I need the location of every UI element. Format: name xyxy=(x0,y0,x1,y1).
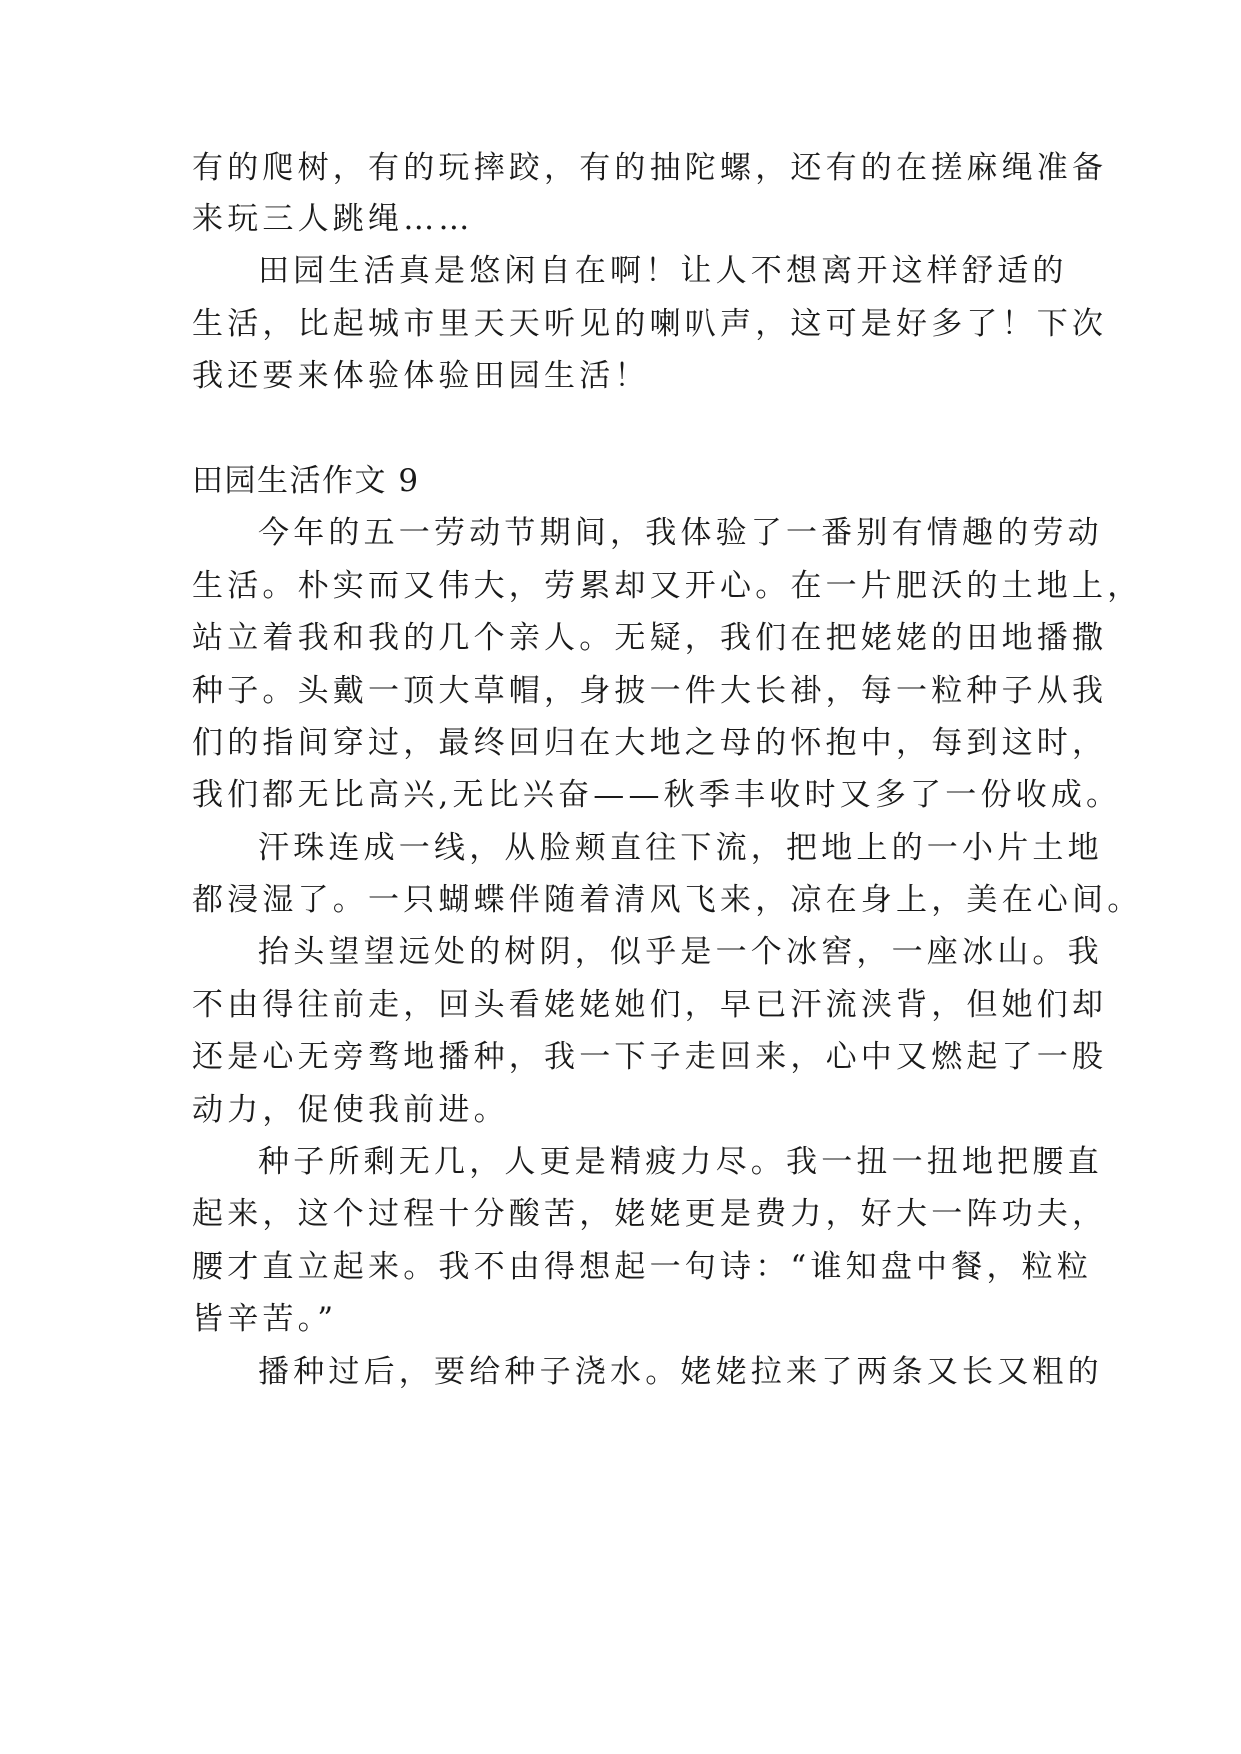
text-line: 站立着我和我的几个亲人。无疑，我们在把姥姥的田地播撒 xyxy=(192,620,1108,656)
paragraph-start-line: 种子所剩无几，人更是精疲力尽。我一扭一扭地把腰直 xyxy=(258,1144,1103,1180)
text-line: 腰才直立起来。我不由得想起一句诗：“谁知盘中餐，粒粒 xyxy=(192,1249,1093,1285)
text-line: 我还要来体验体验田园生活！ xyxy=(192,358,650,394)
text-line: 皆辛苦。” xyxy=(192,1301,338,1337)
paragraph-start-line: 今年的五一劳动节期间，我体验了一番别有情趣的劳动 xyxy=(258,515,1103,551)
paragraph-start-line: 田园生活真是悠闲自在啊！让人不想离开这样舒适的 xyxy=(258,253,1068,289)
text-line: 动力，促使我前进。 xyxy=(192,1092,509,1128)
text-line: 我们都无比高兴,无比兴奋——秋季丰收时又多了一份收成。 xyxy=(192,777,1122,813)
text-line: 不由得往前走，回头看姥姥她们，早已汗流浃背，但她们却 xyxy=(192,987,1108,1023)
paragraph-start-line: 汗珠连成一线，从脸颊直往下流，把地上的一小片土地 xyxy=(258,830,1103,866)
text-line: 都浸湿了。一只蝴蝶伴随着清风飞来，凉在身上，美在心间。 xyxy=(192,882,1143,918)
text-line: 们的指间穿过，最终回归在大地之母的怀抱中，每到这时， xyxy=(192,725,1108,761)
paragraph-start-line: 抬头望望远处的树阴，似乎是一个冰窖，一座冰山。我 xyxy=(258,934,1103,970)
text-line: 有的爬树，有的玩摔跤，有的抽陀螺，还有的在搓麻绳准备 xyxy=(192,150,1108,186)
text-line: 生活。朴实而又伟大，劳累却又开心。在一片肥沃的土地上， xyxy=(192,568,1143,604)
section-title: 田园生活作文 9 xyxy=(192,463,420,499)
text-line: 种子。头戴一顶大草帽，身披一件大长褂，每一粒种子从我 xyxy=(192,673,1108,709)
paragraph-start-line: 播种过后，要给种子浇水。姥姥拉来了两条又长又粗的 xyxy=(258,1354,1103,1390)
text-line: 生活，比起城市里天天听见的喇叭声，这可是好多了！下次 xyxy=(192,306,1108,342)
text-line: 起来，这个过程十分酸苦，姥姥更是费力，好大一阵功夫， xyxy=(192,1196,1108,1232)
text-line: 还是心无旁骛地播种，我一下子走回来，心中又燃起了一股 xyxy=(192,1039,1108,1075)
text-line: 来玩三人跳绳…… xyxy=(192,201,474,237)
